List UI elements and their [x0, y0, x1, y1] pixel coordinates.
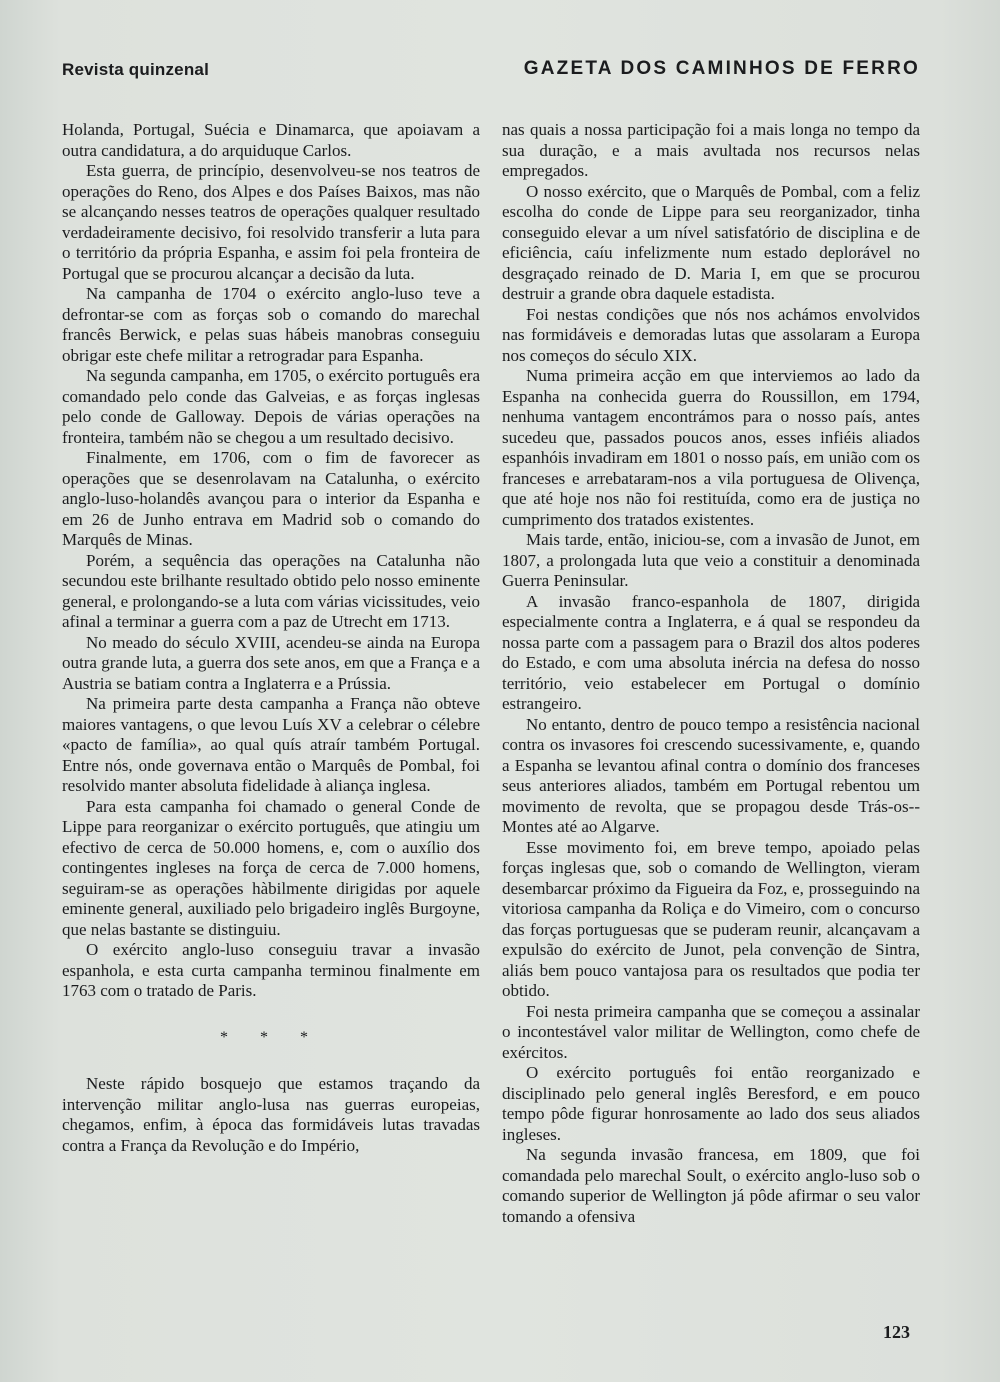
page-number: 123	[883, 1322, 910, 1342]
paragraph: Na segunda invasão francesa, em 1809, que foi comandada pelo marechal Soult, o exército anglo-luso sob o comando superior de Wellington já pôde afirmar o seu valor tomando a ofensiva	[502, 1145, 920, 1226]
paragraph: Foi nestas condições que nós nos achámos envolvidos nas formidáveis e demoradas lutas que assolaram a Europa nos começos do século XIX.	[502, 304, 920, 365]
section-separator: * * *	[220, 1028, 322, 1046]
paragraph: A invasão franco-espanhola de 1807, dirigida especialmente contra a Inglaterra, e á qual se respondeu da nossa parte com a passagem para o Brazil dos altos poderes do Estado, e com uma absoluta inércia na defesa do nosso território, veio estabelecer em Portugal o domínio estrangeiro.	[502, 591, 920, 713]
paragraph: Na campanha de 1704 o exército anglo-luso teve a defrontar-se com as forças sob o comando do marechal francês Berwick, e pelas suas hábeis manobras conseguiu obrigar este chefe militar a retrogradar para Espanha.	[62, 284, 480, 365]
paragraph: Porém, a sequência das operações na Catalunha não secundou este brilhante resultado obtido pelo nosso eminente general, e prolongando-se a luta com várias vicissitudes, veio afinal a terminar a guerra com a paz de Utrecht em 1713.	[62, 550, 480, 631]
paragraph: Neste rápido bosquejo que estamos traçando da intervenção militar anglo-lusa nas guerras europeias, chegamos, enfim, à época das formidáveis lutas travadas contra a França da Revolução e do Império,	[62, 1074, 480, 1155]
running-header-right: GAZETA DOS CAMINHOS DE FERRO	[523, 58, 920, 79]
paragraph: Na segunda campanha, em 1705, o exército português era comandado pelo conde das Galveias, e as forças inglesas pelo conde de Galloway. Depois de várias operações na fronteira, também não se chegou a um resultado decisivo.	[62, 366, 480, 447]
paragraph: Mais tarde, então, iniciou-se, com a invasão de Junot, em 1807, a prolongada luta que veio a constituir a denominada Guerra Peninsular.	[502, 530, 920, 590]
paragraph: Numa primeira acção em que interviemos ao lado da Espanha na conhecida guerra do Roussillon, em 1794, nenhuma vantagem encontrámos para o nosso país, antes sucedeu que, passados poucos anos, esses infiéis aliados espanhóis invadiram em 1801 o nosso país, em união com os franceses e arrebataram-nos a vila portuguesa de Olivença, que até hoje nos não foi restituída, como era de justiça no cumprimento dos tratados existentes.	[502, 366, 920, 529]
paragraph: Foi nesta primeira campanha que se começou a assinalar o incontestável valor militar de Wellington, como chefe de exércitos.	[502, 1001, 920, 1062]
paragraph: Esse movimento foi, em breve tempo, apoiado pelas forças inglesas que, sob o comando de Wellington, vieram desembarcar próximo da Figueira da Foz, e, prosseguindo na vitoriosa campanha da Roliça e do Vimeiro, com o concurso das forças portuguesas que se puderam reunir, alcançavam a expulsão do exército de Junot, pela convenção de Sintra, aliás bem pouco vantajosa para os resultados que podia ter obtido.	[502, 837, 920, 1000]
paragraph: Holanda, Portugal, Suécia e Dinamarca, que apoiavam a outra candidatura, a do arquiduque Carlos.	[62, 120, 480, 160]
paragraph: O exército anglo-luso conseguiu travar a invasão espanhola, e esta curta campanha terminou finalmente em 1763 com o tratado de Paris.	[62, 940, 480, 1000]
paragraph: No entanto, dentro de pouco tempo a resistência nacional contra os invasores foi crescendo sucessivamente, e, quando a Espanha se levantou afinal contra o domínio dos franceses seus anteriores aliados, também em Portugal rebentou um movimento de revolta, que se propagou desde Trás-os--Montes até ao Algarve.	[502, 714, 920, 836]
paragraph: nas quais a nossa participação foi a mais longa no tempo da sua duração, e a mais avultada nos recursos nelas empregados.	[502, 120, 920, 180]
paragraph: No meado do século XVIII, acendeu-se ainda na Europa outra grande luta, a guerra dos sete anos, em que a França e a Austria se batiam contra a Inglaterra e a Prússia.	[62, 632, 480, 693]
text-column-right	[502, 120, 920, 1227]
paragraph: Para esta campanha foi chamado o general Conde de Lippe para reorganizar o exército português, que atingiu um efectivo de cerca de 50.000 homens, e, com o auxílio dos contingentes ingleses na força de cerca de 7.000 homens, seguiram-se as operações hàbilmente dirigidas por aquele eminente general, auxiliado pelo brigadeiro inglês Burgoyne, que nelas bastante se distinguiu.	[62, 796, 480, 939]
paragraph: O nosso exército, que o Marquês de Pombal, com a feliz escolha do conde de Lippe para seu reorganizador, tinha conseguido elevar a um nível satisfatório de disciplina e de eficiência, caíu infelizmente num estado deplorável no desgraçado reinado de D. Maria I, em que se procurou destruir a grande obra daquele estadista.	[502, 181, 920, 303]
paragraph: Na primeira parte desta campanha a França não obteve maiores vantagens, o que levou Luís XV a celebrar o célebre «pacto de família», ao qual quís atraír também Portugal. Entre nós, onde governava então o Marquês de Pombal, foi resolvido manter absoluta fidelidade à aliança inglesa.	[62, 694, 480, 795]
paragraph: Esta guerra, de princípio, desenvolveu-se nos teatros de operações do Reno, dos Alpes e dos Países Baixos, mas não se alcançando nesses teatros de operações qualquer resultado verdadeiramente decisivo, foi resolvido transferir a luta para o território da própria Espanha, e assim foi pela fronteira de Portugal que se procurou alcançar a decisão da luta.	[62, 161, 480, 283]
running-header-left: Revista quinzenal	[62, 60, 209, 79]
paragraph: Finalmente, em 1706, com o fim de favorecer as operações que se desenrolavam na Catalunha, o exército anglo-luso-holandês avançou para o interior da Espanha e em 26 de Junho entrava em Madrid sob o comando do Marquês de Minas.	[62, 448, 480, 549]
paragraph: O exército português foi então reorganizado e disciplinado pelo general inglês Beresford, e em pouco tempo pôde figurar honrosamente ao lado dos seus aliados ingleses.	[502, 1063, 920, 1144]
text-column-left	[62, 120, 480, 1156]
